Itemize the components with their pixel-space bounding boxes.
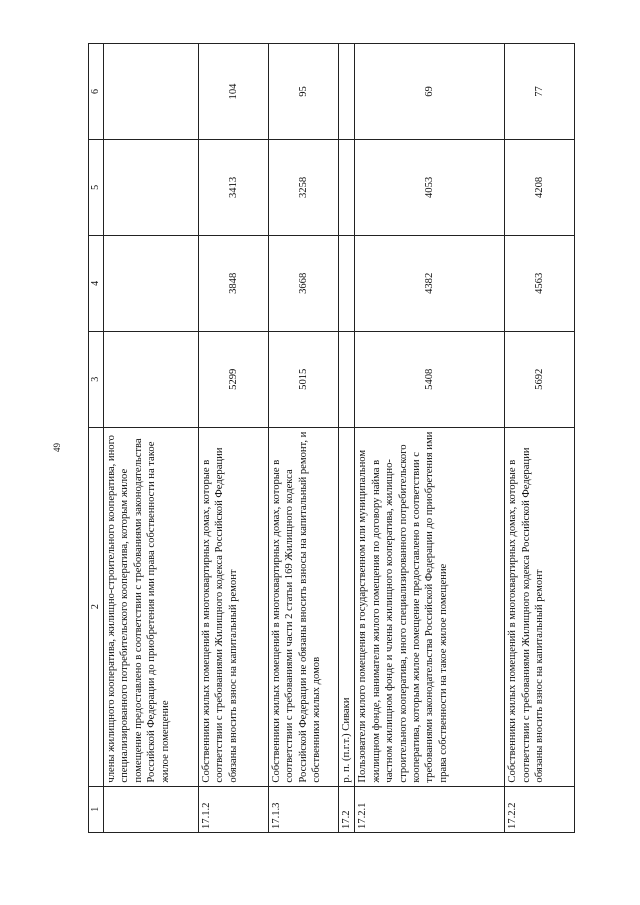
header-cell: 1 — [89, 786, 104, 832]
row-code — [104, 786, 199, 832]
table-row — [104, 44, 199, 833]
value-col6: 77 — [505, 44, 575, 140]
value-col6: 95 — [269, 44, 339, 140]
row-description: Собственники жилых помещений в многоквартирных домах, которые в соответствии с требованиями Жилищного кодекса Российской Федерации обязаны вносить взнос на капитальный ремонт — [505, 427, 575, 786]
value-col4: 3848 — [199, 235, 269, 331]
table-row — [199, 44, 269, 833]
header-cell: 4 — [89, 235, 104, 331]
value-col5: 3413 — [199, 139, 269, 235]
value-col3: 5299 — [199, 331, 269, 427]
value-col5: 4053 — [355, 139, 505, 235]
header-cell: 3 — [89, 331, 104, 427]
row-code: 17.1.2 — [199, 786, 269, 832]
table-row-section — [339, 44, 355, 833]
value-col5 — [339, 139, 355, 235]
value-col4 — [104, 235, 199, 331]
tariff-table — [88, 43, 575, 833]
value-col5: 4208 — [505, 139, 575, 235]
row-code: 17.2 — [339, 786, 355, 832]
row-description: Собственники жилых помещений в многоквартирных домах, которые в соответствии с требованиями Жилищного кодекса Российской Федерации обязаны вносить взнос на капитальный ремонт — [199, 427, 269, 786]
table-row — [355, 44, 505, 833]
row-code: 17.2.2 — [505, 786, 575, 832]
value-col4: 4563 — [505, 235, 575, 331]
row-code: 17.1.3 — [269, 786, 339, 832]
value-col4 — [339, 235, 355, 331]
value-col3: 5692 — [505, 331, 575, 427]
header-cell: 5 — [89, 139, 104, 235]
page-number: 49 — [52, 443, 62, 452]
value-col5: 3258 — [269, 139, 339, 235]
section-title: р. п. (п.г.т.) Сиваки — [339, 427, 355, 786]
value-col4: 3668 — [269, 235, 339, 331]
value-col3 — [104, 331, 199, 427]
row-description: Собственники жилых помещений в многоквартирных домах, которые в соответствии с требованиями части 2 статьи 169 Жилищного кодекса Российской Федерации не обязаны вносить взносы на капитальный ремонт, и собственники жилых домов — [269, 427, 339, 786]
header-cell: 2 — [89, 427, 104, 786]
table-row — [269, 44, 339, 833]
row-code: 17.2.1 — [355, 786, 505, 832]
value-col6: 69 — [355, 44, 505, 140]
row-description: члены жилищного кооператива, жилищно-строительного кооператива, иного специализированного потребительского кооператива, которым жилое помещение предоставлено в соответствии с требованиями законодательства Российской Федерации до приобретения ими права собственности на такое жилое помещение — [104, 427, 199, 786]
rotated-table-container — [88, 43, 588, 833]
value-col6 — [339, 44, 355, 140]
value-col6 — [104, 44, 199, 140]
table-header-row — [89, 44, 104, 833]
header-cell: 6 — [89, 44, 104, 140]
value-col5 — [104, 139, 199, 235]
value-col3 — [339, 331, 355, 427]
value-col6: 104 — [199, 44, 269, 140]
table-row — [505, 44, 575, 833]
row-description: Пользователи жилого помещения в государственном или муниципальном жилищном фонде, наниматели жилого помещения по договору найма в частном жилищном фонде и члены жилищного кооператива, жилищно-строительного кооператива, иного специализированного потребительского кооператива, которым жилое помещение предоставлено в соответствии с требованиями законодательства Российской Федерации до приобретения ими права собственности на такое жилое помещение — [355, 427, 505, 786]
value-col4: 4382 — [355, 235, 505, 331]
value-col3: 5015 — [269, 331, 339, 427]
value-col3: 5408 — [355, 331, 505, 427]
